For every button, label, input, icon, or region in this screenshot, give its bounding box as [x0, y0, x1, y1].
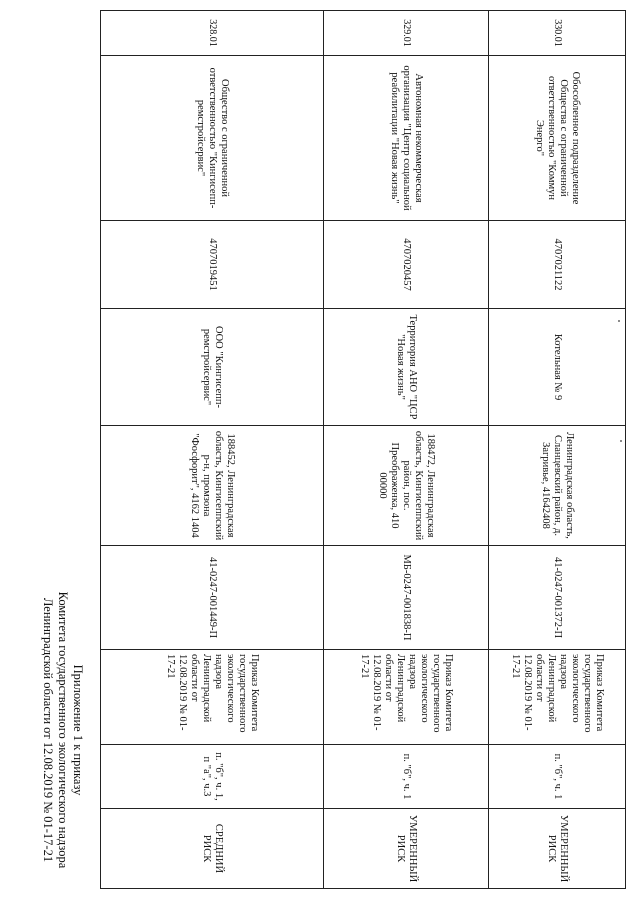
order-cell: Приказ Комитета государственного экологического надзора Ленинградской области от 12.08.2019 № 01-17-21 [324, 650, 489, 745]
table-row [489, 11, 626, 889]
organization-name: Автономная некоммерческая организация "Центр социальной реабилитации "Новая жизнь" [324, 56, 489, 221]
inn-cell: 4707019451 [101, 221, 324, 309]
header-line-1: Приложение 1 к приказу [71, 664, 85, 796]
row-number: 330.01 [489, 11, 626, 56]
risk-category: УМЕРЕННЫЙ РИСК [324, 809, 489, 889]
appendix-header [40, 580, 85, 880]
criteria-cell: п. "б", ч. 1, п "а", ч.3 [101, 745, 324, 809]
object-code: 41-0247-001449-П [101, 546, 324, 650]
scan-speck [618, 320, 620, 322]
object-name: ООО "Кингисепп-ремстройсервис" [101, 309, 324, 426]
object-code: 41-0247-001372-П [489, 546, 626, 650]
address-cell: Ленинградская область, Сланцевский район, д. Загривье, 41642408 [489, 426, 626, 546]
object-name: Котельная № 9 [489, 309, 626, 426]
order-cell: Приказ Комитета государственного экологического надзора Ленинградской области от 12.08.2019 № 01-17-21 [101, 650, 324, 745]
header-line-2: Комитета государственного экологического надзора [56, 591, 70, 869]
row-number: 328.01 [101, 11, 324, 56]
header-line-3: Ленинградской области от 12.08.2019 № 01-17-21 [41, 597, 55, 863]
table-row [101, 11, 324, 889]
risk-category: УМЕРЕННЫЙ РИСК [489, 809, 626, 889]
criteria-cell: п. "б", ч. 1 [324, 745, 489, 809]
inn-cell: 4707020457 [324, 221, 489, 309]
address-cell: 188472, Ленинградская область, Кингисеппский район, пос. Преображенка, 410 00000 [324, 426, 489, 546]
table-row [324, 11, 489, 889]
inn-cell: 4707021122 [489, 221, 626, 309]
register-table [100, 10, 626, 889]
row-number: 329.01 [324, 11, 489, 56]
criteria-cell: п. "б", ч. 1 [489, 745, 626, 809]
organization-name: Обособленное подразделение Общества с ограниченной ответственностью "Коммун Энерго" [489, 56, 626, 221]
order-cell: Приказ Комитета государственного экологического надзора Ленинградской области от 12.08.2019 № 01-17-21 [489, 650, 626, 745]
object-name: Территория АНО "ЦСР "Новая жизнь" [324, 309, 489, 426]
address-cell: 188452, Ленинградская область, Кингисеппский р-н, промзона "Фосфорит", 4162 1404 [101, 426, 324, 546]
risk-category: СРЕДНИЙ РИСК [101, 809, 324, 889]
object-code: МБ-0247-001838-П [324, 546, 489, 650]
organization-name: Общество с ограниченной ответственностью "Кингисепп-ремстройсервис" [101, 56, 324, 221]
scan-speck [620, 440, 622, 442]
